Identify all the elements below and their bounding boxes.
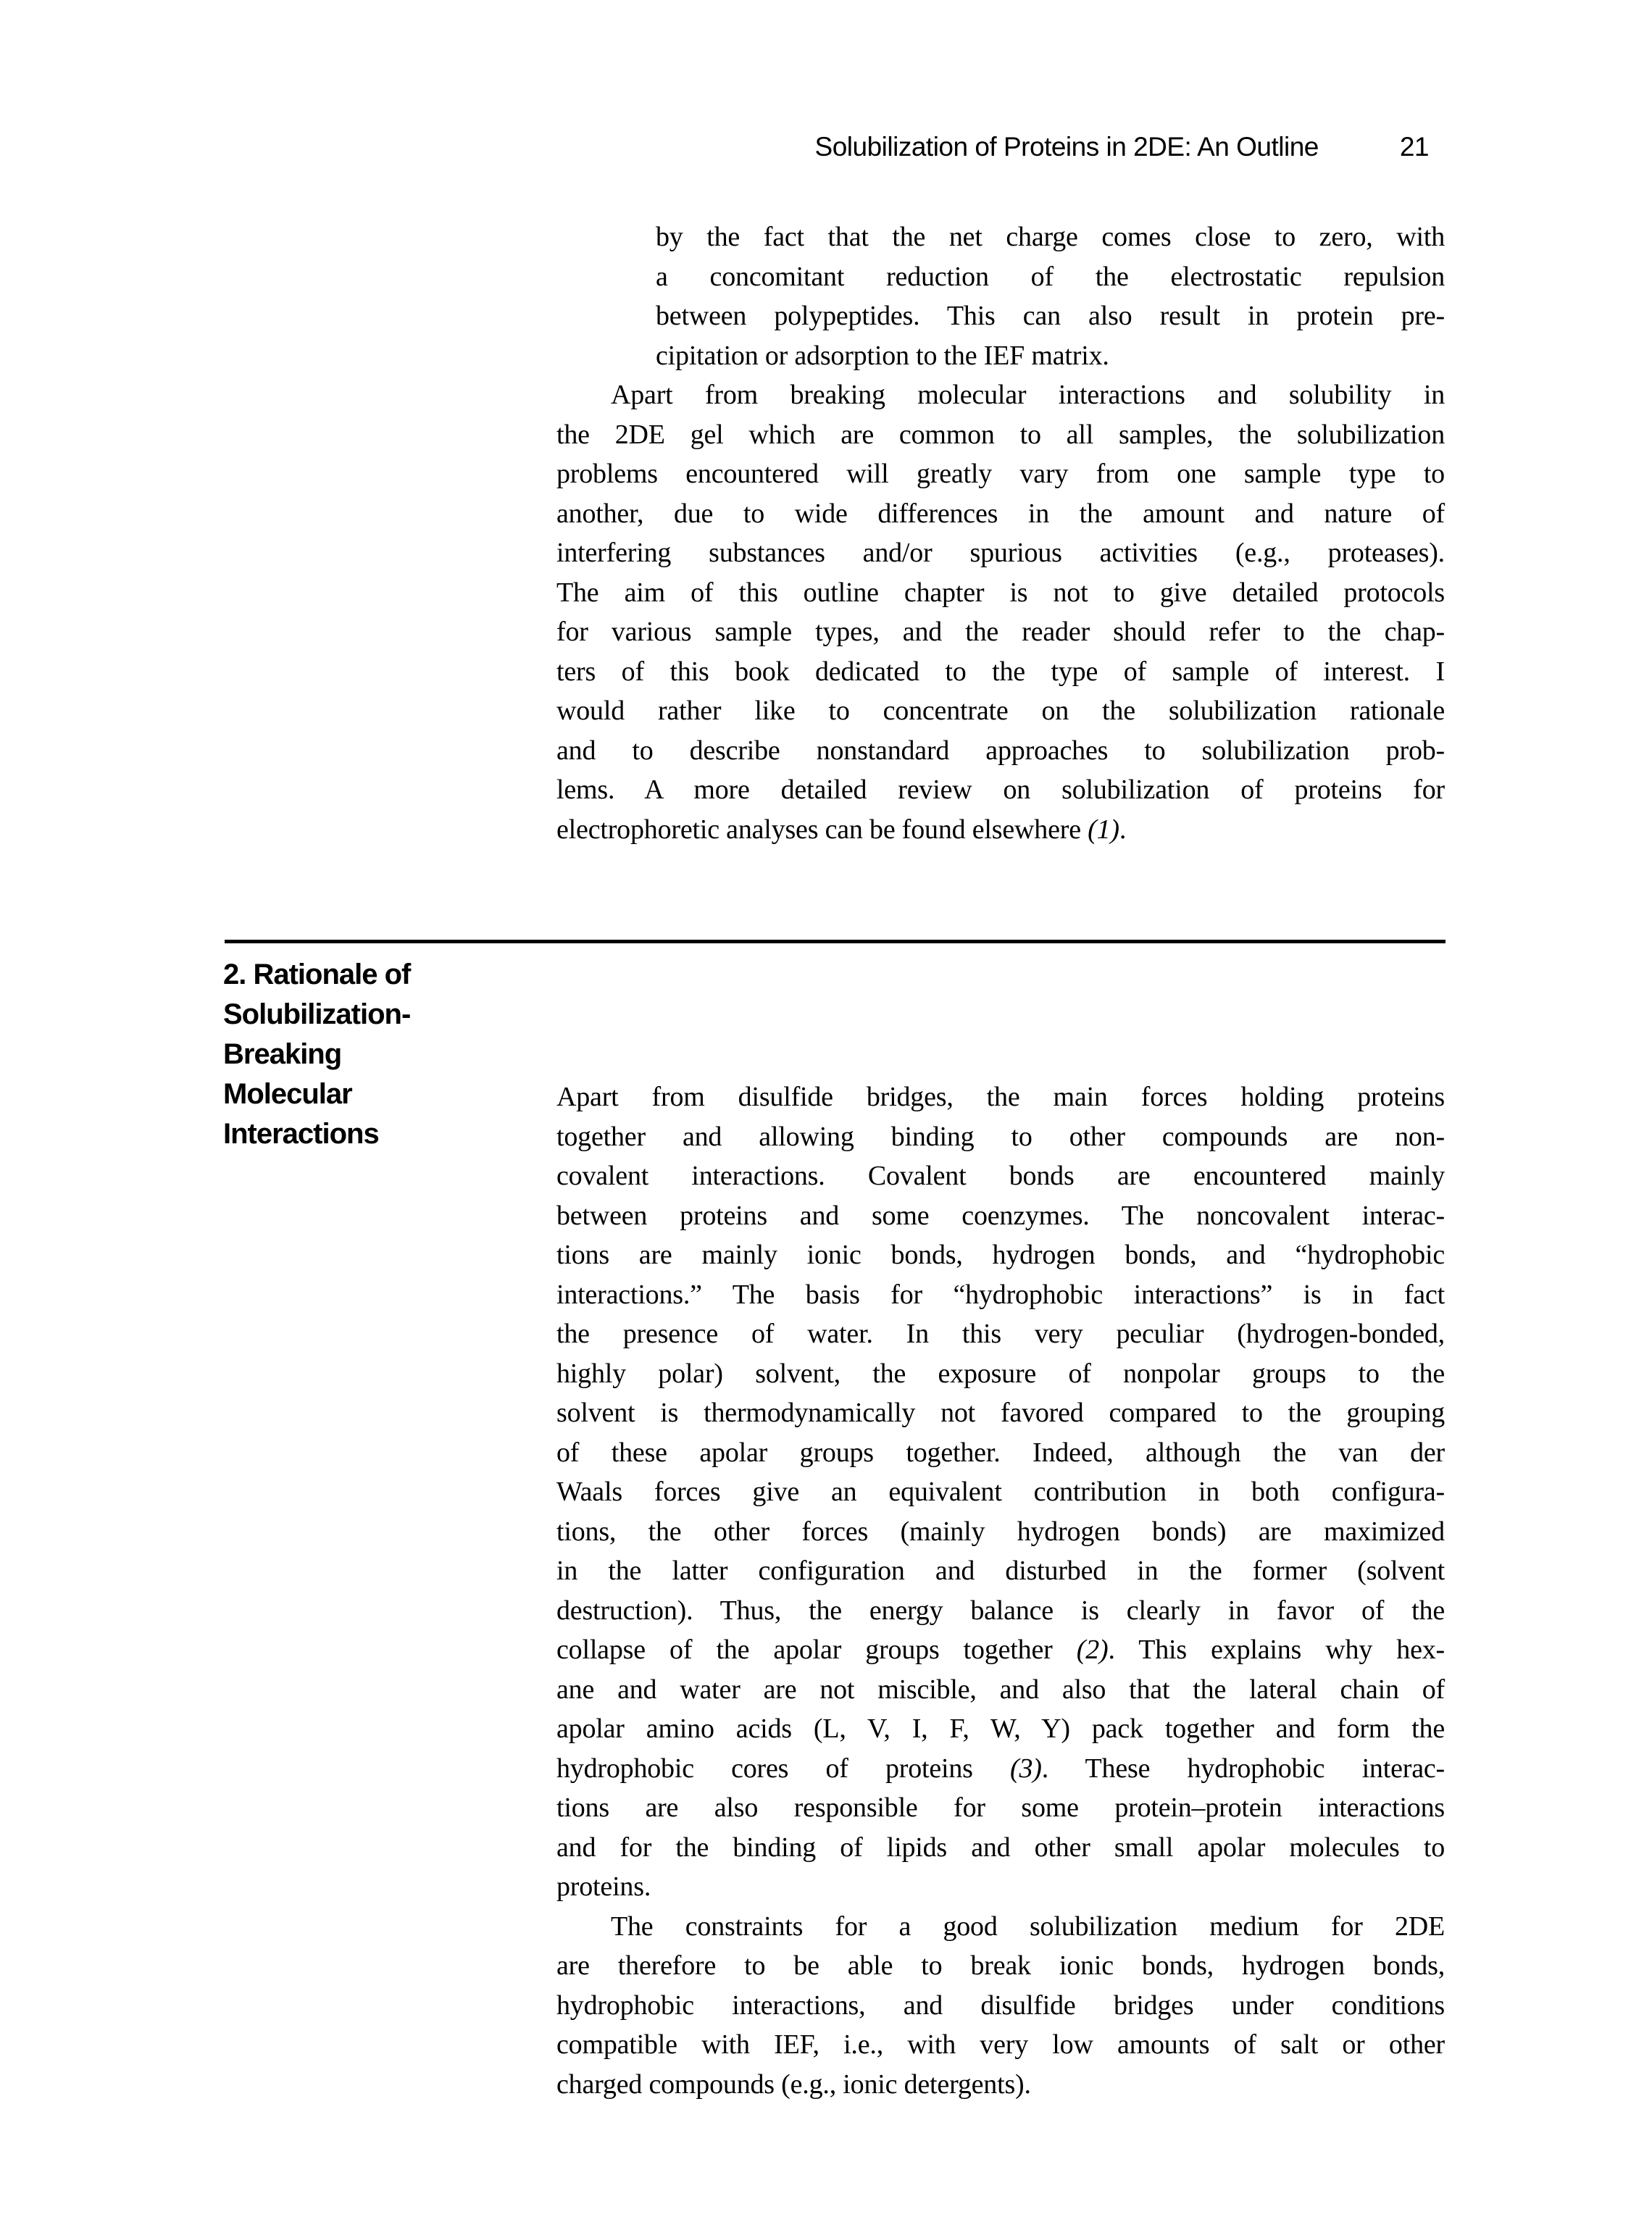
citation-ref: (2) <box>1076 1635 1109 1665</box>
body-line: tions, the other forces (mainly hydrogen bonds) are maximized <box>556 1516 1445 1547</box>
body-line: solvent is thermodynamically not favored compared to the grouping <box>556 1398 1445 1428</box>
body-line: for various sample types, and the reader should refer to the chap- <box>556 617 1445 647</box>
body-line: of these apolar groups together. Indeed, although the van der <box>556 1437 1445 1468</box>
body-line: destruction). Thus, the energy balance is clearly in favor of the <box>556 1595 1445 1626</box>
body-line: by the fact that the net charge comes close to zero, with <box>656 222 1445 252</box>
body-line: highly polar) solvent, the exposure of nonpolar groups to the <box>556 1358 1445 1389</box>
body-line: another, due to wide differences in the amount and nature of <box>556 498 1445 529</box>
body-line: would rather like to concentrate on the solubilization rationale <box>556 696 1445 726</box>
body-line <box>556 1630 1445 1670</box>
body-line: The constraints for a good solubilization medium for 2DE <box>611 1911 1445 1942</box>
body-line: apolar amino acids (L, V, I, F, W, Y) pack together and form the <box>556 1713 1445 1744</box>
body-text-top <box>556 217 1445 849</box>
body-line <box>556 810 1445 850</box>
body-line: in the latter configuration and disturbed in the former (solvent <box>556 1556 1445 1586</box>
section-heading-line: Breaking <box>223 1038 342 1070</box>
body-line: hydrophobic interactions, and disulfide bridges under conditions <box>556 1990 1445 2021</box>
running-title: Solubilization of Proteins in 2DE: An Outline <box>814 132 1319 162</box>
paragraph <box>656 217 1445 375</box>
body-line: a concomitant reduction of the electrostatic repulsion <box>656 261 1445 292</box>
body-line <box>556 1749 1445 1789</box>
body-line: interfering substances and/or spurious activities (e.g., proteases). <box>556 538 1445 568</box>
body-line: the 2DE gel which are common to all samples, the solubilization <box>556 419 1445 450</box>
body-line: ters of this book dedicated to the type of sample of interest. I <box>556 656 1445 687</box>
body-line: cipitation or adsorption to the IEF matrix. <box>656 340 1109 371</box>
running-head <box>815 132 1429 162</box>
paragraph <box>556 1077 1445 1907</box>
body-line: between proteins and some coenzymes. The noncovalent interac- <box>556 1200 1445 1231</box>
section-heading-line: 2. Rationale of <box>223 959 411 990</box>
body-line: Apart from disulfide bridges, the main forces holding proteins <box>556 1082 1445 1112</box>
page-number: 21 <box>1399 132 1429 162</box>
body-line: compatible with IEF, i.e., with very low amounts of salt or other <box>556 2029 1445 2060</box>
body-line: charged compounds (e.g., ionic detergents). <box>556 2069 1031 2100</box>
section-heading-line: Interactions <box>223 1118 379 1150</box>
body-line: Apart from breaking molecular interactions and solubility in <box>611 380 1445 410</box>
body-line: and for the binding of lipids and other small apolar molecules to <box>556 1832 1445 1863</box>
section-heading-line: Molecular <box>223 1078 352 1110</box>
body-line: The aim of this outline chapter is not to give detailed protocols <box>556 577 1445 608</box>
paragraph <box>556 375 1445 849</box>
text-segment: . These hydrophobic interac- <box>1041 1753 1445 1784</box>
text-segment: . <box>1119 814 1127 845</box>
body-line: covalent interactions. Covalent bonds are encountered mainly <box>556 1161 1445 1191</box>
section-divider-rule <box>225 940 1446 943</box>
section-heading <box>223 955 527 1154</box>
body-line: Waals forces give an equivalent contribution in both configura- <box>556 1477 1445 1507</box>
body-line: and to describe nonstandard approaches to solubilization prob- <box>556 735 1445 766</box>
citation-ref: (1) <box>1088 814 1119 845</box>
body-text-section <box>556 1077 1445 2104</box>
body-line: ane and water are not miscible, and also that the lateral chain of <box>556 1674 1445 1705</box>
body-line: proteins. <box>556 1871 651 1902</box>
text-segment: collapse of the apolar groups together <box>556 1635 1077 1665</box>
body-line: together and allowing binding to other compounds are non- <box>556 1121 1445 1152</box>
body-line: lems. A more detailed review on solubilization of proteins for <box>556 775 1445 805</box>
body-line: interactions.” The basis for “hydrophobic interactions” is in fact <box>556 1279 1445 1310</box>
text-segment: electrophoretic analyses can be found elsewhere <box>556 814 1088 845</box>
text-segment: hydrophobic cores of proteins <box>556 1753 1010 1784</box>
body-line: tions are also responsible for some protein–protein interactions <box>556 1792 1445 1823</box>
paragraph <box>556 1907 1445 2105</box>
body-line: between polypeptides. This can also result in protein pre- <box>656 301 1445 331</box>
body-line: tions are mainly ionic bonds, hydrogen bonds, and “hydrophobic <box>556 1240 1445 1270</box>
body-line: the presence of water. In this very peculiar (hydrogen-bonded, <box>556 1319 1445 1349</box>
text-segment: . This explains why hex- <box>1108 1635 1445 1665</box>
section-heading-line: Solubilization- <box>223 998 411 1030</box>
citation-ref: (3) <box>1009 1753 1042 1784</box>
body-line: problems encountered will greatly vary from one sample type to <box>556 459 1445 489</box>
body-line: are therefore to be able to break ionic bonds, hydrogen bonds, <box>556 1950 1445 1981</box>
